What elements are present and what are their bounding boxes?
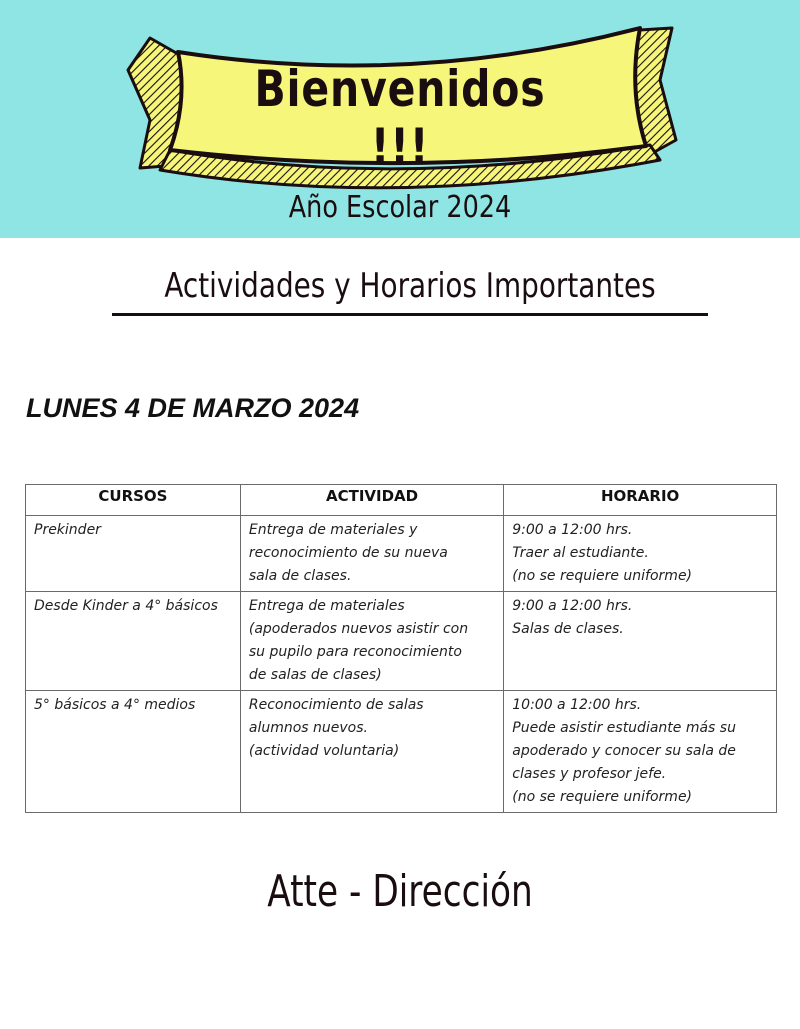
cell-line: alumnos nuevos.: [248, 720, 368, 736]
cell-line: Entrega de materiales y: [248, 522, 418, 538]
cell-line: (actividad voluntaria): [248, 743, 400, 759]
header-horario: HORARIO: [504, 485, 777, 516]
cell-line: Salas de clases.: [512, 621, 624, 637]
cell-line: 5° básicos a 4° medios: [34, 697, 196, 713]
table-header-row: [26, 485, 777, 516]
schedule-table: [25, 484, 777, 813]
cell-curso: [26, 691, 241, 813]
cell-actividad: [240, 592, 503, 691]
signature: Atte - Dirección: [267, 866, 533, 917]
header-cursos: CURSOS: [26, 485, 241, 516]
cell-line: (no se requiere uniforme): [512, 789, 693, 805]
cell-curso: [26, 592, 241, 691]
cell-line: 9:00 a 12:00 hrs.: [512, 598, 633, 614]
cell-line: Prekinder: [34, 522, 101, 538]
cell-line: clases y profesor jefe.: [512, 766, 667, 782]
cell-line: (no se requiere uniforme): [512, 568, 693, 584]
cell-horario: [504, 592, 777, 691]
cell-line: Puede asistir estudiante más su: [512, 720, 736, 736]
cell-horario: [504, 691, 777, 813]
table-row: [26, 691, 777, 813]
cell-line: de salas de clases): [248, 667, 382, 683]
cell-line: 10:00 a 12:00 hrs.: [512, 697, 642, 713]
cell-line: Traer al estudiante.: [512, 545, 649, 561]
cell-line: reconocimiento de su nueva: [248, 545, 448, 561]
cell-line: 9:00 a 12:00 hrs.: [512, 522, 633, 538]
heading-underline: [112, 313, 708, 316]
cell-line: sala de clases.: [248, 568, 352, 584]
cell-horario: [504, 516, 777, 592]
section-heading: Actividades y Horarios Importantes: [164, 266, 656, 306]
cell-line: Entrega de materiales: [248, 598, 405, 614]
date-title: LUNES 4 DE MARZO 2024: [26, 393, 360, 423]
cell-actividad: [240, 691, 503, 813]
header-actividad: ACTIVIDAD: [240, 485, 503, 516]
cell-line: (apoderados nuevos asistir con: [248, 621, 469, 637]
cell-line: apoderado y conocer su sala de: [512, 743, 736, 759]
table-row: [26, 516, 777, 592]
cell-line: su pupilo para reconocimiento: [248, 644, 462, 660]
cell-curso: [26, 516, 241, 592]
table-row: [26, 592, 777, 691]
cell-line: Reconocimiento de salas: [248, 697, 424, 713]
cell-actividad: [240, 516, 503, 592]
banner-title: Bienvenidos !!!: [254, 60, 546, 176]
school-year-subtitle: Año Escolar 2024: [288, 190, 512, 225]
cell-line: Desde Kinder a 4° básicos: [34, 598, 218, 614]
